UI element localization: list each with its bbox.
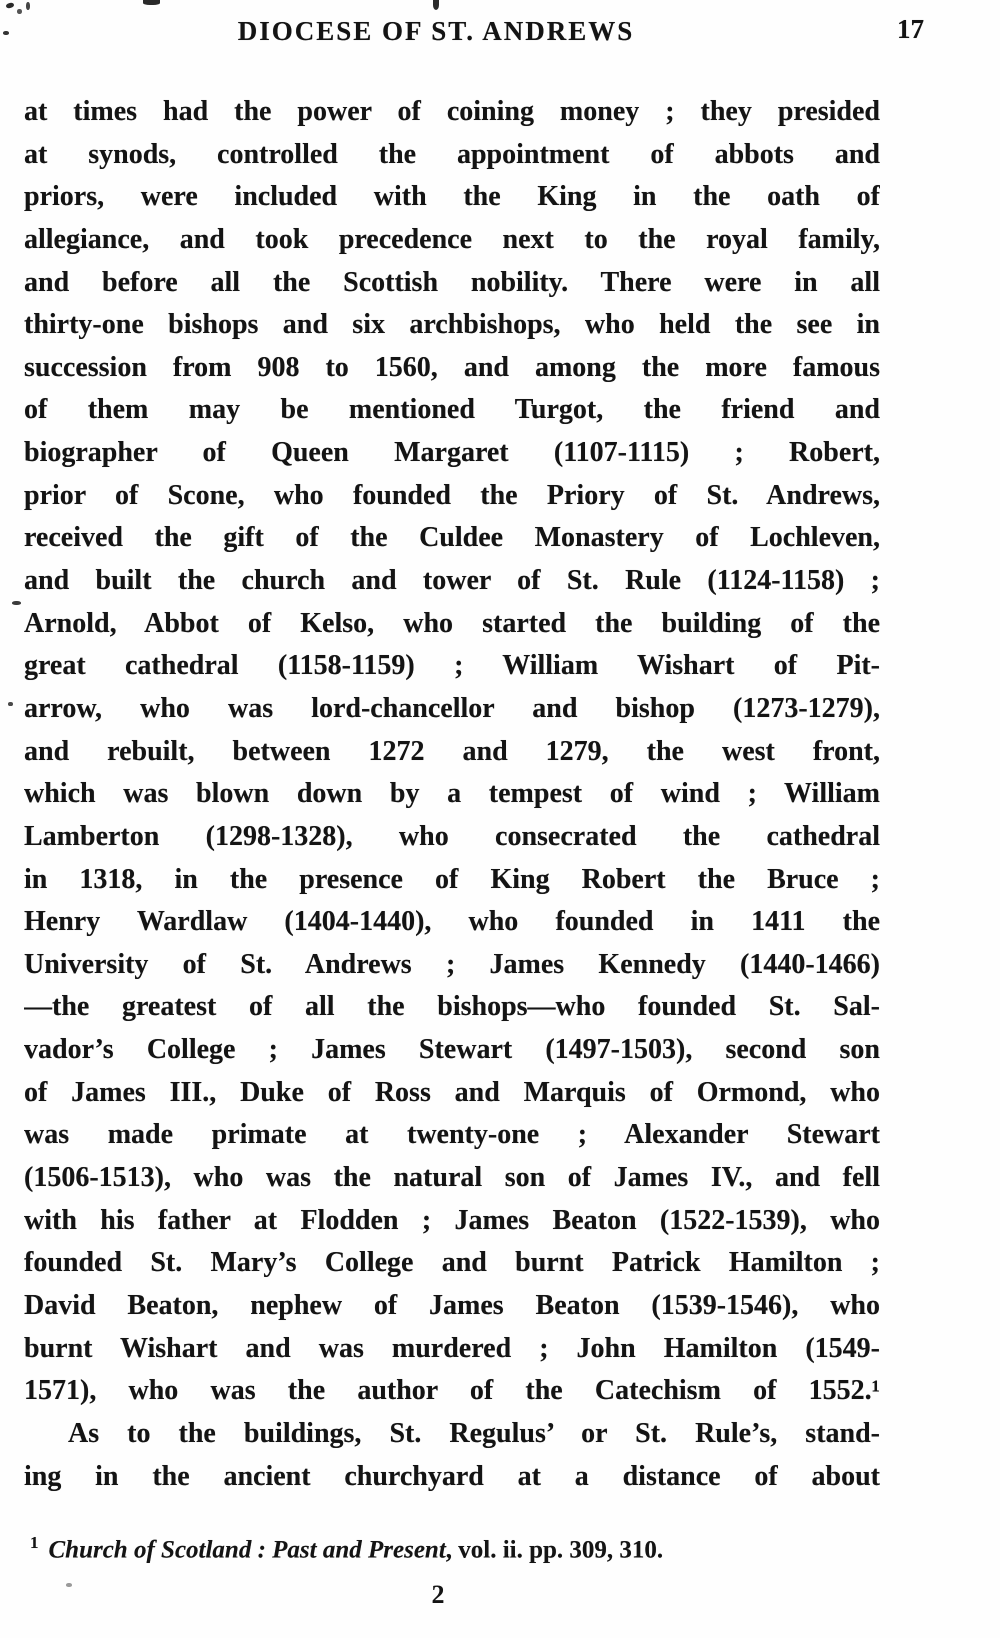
scan-speck: [143, 0, 160, 5]
text-line: succession from 908 to 1560, and among the more famous: [24, 351, 880, 383]
text-line: 1571), who was the author of the Catechism of 1552.¹: [24, 1375, 880, 1407]
text-line: prior of Scone, who founded the Priory of St. Andrews,: [24, 479, 880, 511]
scan-speck: [17, 9, 22, 14]
text-line: great cathedral (1158-1159) ; William Wishart of Pit-: [24, 650, 880, 682]
text-line: burnt Wishart and was murdered ; John Hamilton (1549-: [24, 1332, 880, 1364]
text-line: received the gift of the Culdee Monastery of Lochleven,: [24, 522, 880, 554]
footnote: [30, 1533, 870, 1564]
body-text: [24, 91, 880, 1498]
text-line: was made primate at twenty-one ; Alexander Stewart: [24, 1119, 880, 1151]
text-line: in 1318, in the presence of King Robert the Bruce ;: [24, 863, 880, 895]
text-line: ing in the ancient churchyard at a distance of about: [24, 1460, 880, 1492]
text-line: at times had the power of coining money ; they presided: [24, 96, 880, 127]
scan-speck: [12, 601, 21, 605]
text-line: Arnold, Abbot of Kelso, who started the building of the: [24, 607, 880, 639]
text-line: priors, were included with the King in the oath of: [24, 181, 880, 213]
footnote-title: Church of Scotland : Past and Present: [48, 1536, 446, 1564]
text-line: biographer of Queen Margaret (1107-1115) ; Robert,: [24, 437, 880, 469]
text-line: which was blown down by a tempest of wind ; William: [24, 778, 880, 810]
text-line: Lamberton (1298-1328), who consecrated the cathedral: [24, 820, 880, 852]
text-line: University of St. Andrews ; James Kennedy (1440-1466): [24, 948, 880, 980]
scan-speck: [5, 2, 14, 9]
text-line: of James III., Duke of Ross and Marquis of Ormond, who: [24, 1076, 880, 1108]
text-line: and built the church and tower of St. Rule (1124-1158) ;: [24, 565, 880, 597]
footnote-marker: 1: [30, 1533, 39, 1552]
text-line: at synods, controlled the appointment of abbots and: [24, 138, 880, 170]
text-line: Henry Wardlaw (1404-1440), who founded in 1411 the: [24, 906, 880, 938]
scan-speck: [8, 702, 13, 706]
text-line: vador’s College ; James Stewart (1497-1503), second son: [24, 1034, 880, 1066]
text-line: —the greatest of all the bishops—who founded St. Sal-: [24, 991, 880, 1023]
scan-speck: [26, 2, 30, 10]
text-line: founded St. Mary’s College and burnt Patrick Hamilton ;: [24, 1247, 880, 1279]
text-line: (1506-1513), who was the natural son of James IV., and fell: [24, 1162, 880, 1194]
text-line: As to the buildings, St. Regulus’ or St. Rule’s, stand-: [68, 1417, 880, 1449]
text-line: and before all the Scottish nobility. There were in all: [24, 266, 880, 298]
text-line: of them may be mentioned Turgot, the friend and: [24, 394, 880, 426]
scan-speck: [433, 0, 439, 10]
running-title: DIOCESE OF ST. ANDREWS: [237, 16, 635, 46]
footnote-reference: , vol. ii. pp. 309, 310.: [445, 1536, 664, 1564]
text-line: David Beaton, nephew of James Beaton (1539-1546), who: [24, 1289, 880, 1321]
text-line: and rebuilt, between 1272 and 1279, the west front,: [24, 735, 880, 767]
text-line: thirty-one bishops and six archbishops, who held the see in: [24, 309, 880, 341]
text-line: with his father at Flodden ; James Beaton (1522-1539), who: [24, 1204, 880, 1236]
signature-mark: 2: [431, 1580, 445, 1609]
page-number: 17: [897, 14, 924, 44]
text-line: allegiance, and took precedence next to the royal family,: [24, 223, 880, 255]
text-line: arrow, who was lord-chancellor and bishop (1273-1279),: [24, 692, 880, 724]
